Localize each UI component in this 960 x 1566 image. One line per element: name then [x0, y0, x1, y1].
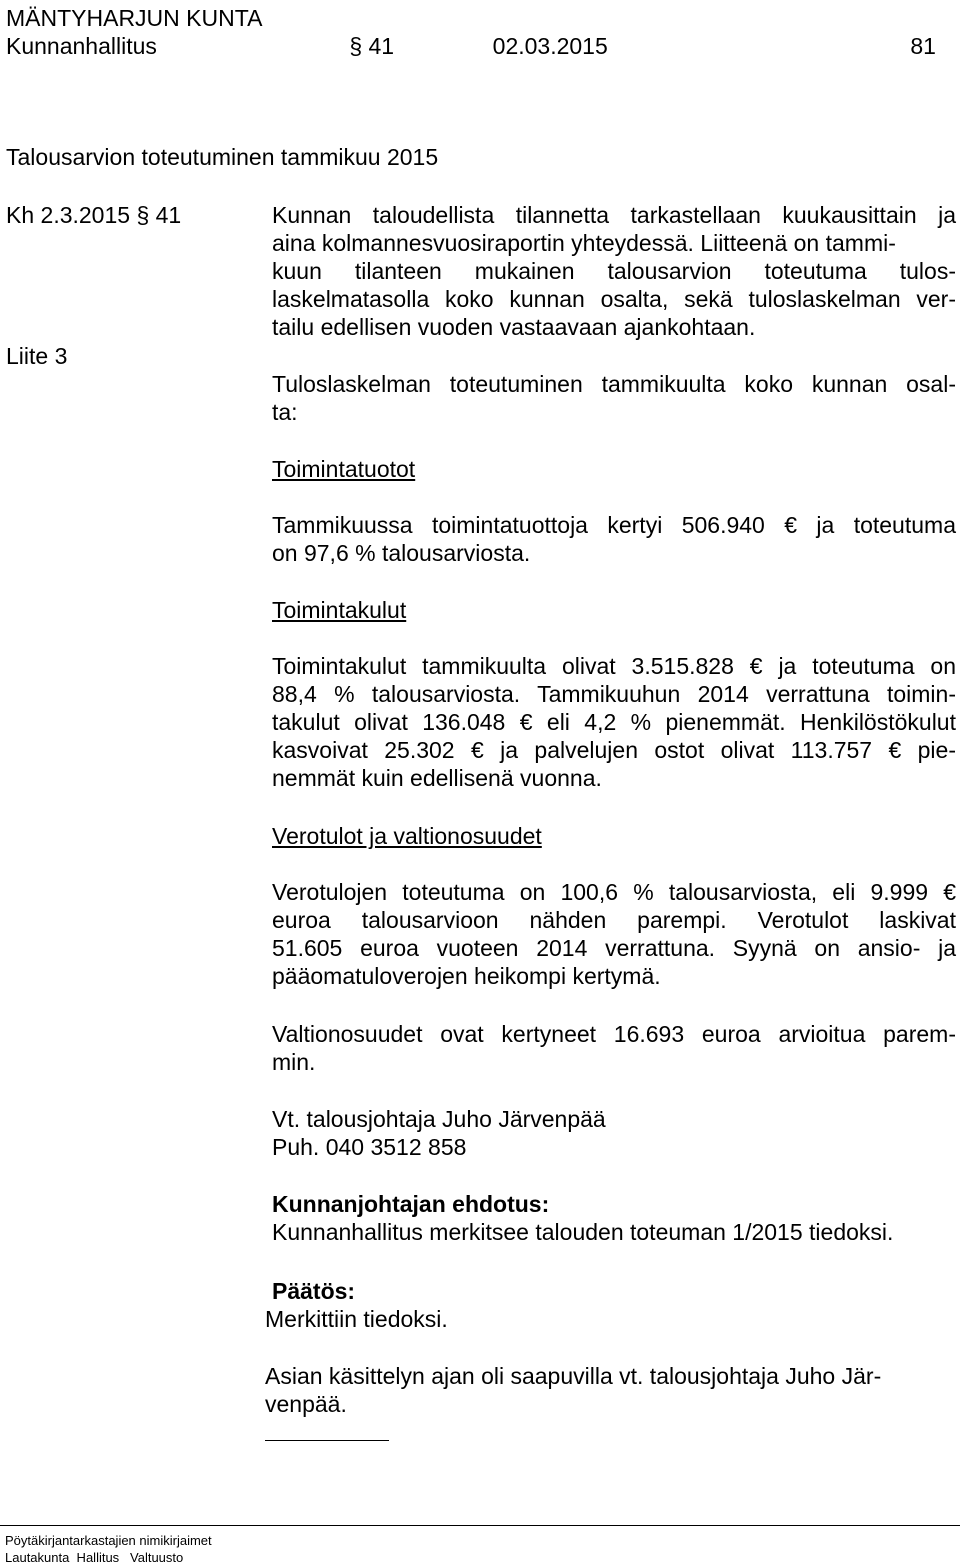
- result-intro: [272, 370, 956, 426]
- tax-line: Verotulojen toteutuma on 100,6 % talousarviosta, eli 9.999 €: [272, 879, 956, 905]
- proposal-text: Kunnanhallitus merkitsee talouden toteuman 1/2015 tiedoksi.: [272, 1219, 894, 1245]
- proposal-heading: Kunnanjohtajan ehdotus:: [272, 1191, 550, 1217]
- costs-line: Toimintakulut tammikuulta olivat 3.515.828 € ja toteutuma on: [272, 653, 956, 679]
- state-line: min.: [272, 1049, 316, 1075]
- income-paragraph: [272, 511, 956, 567]
- footer-columns: Lautakunta Hallitus Valtuusto: [5, 1550, 184, 1565]
- intro-paragraph: [272, 201, 956, 341]
- tax-line: pääomatuloverojen heikompi kertymä.: [272, 963, 661, 989]
- decision-heading: Päätös:: [272, 1278, 356, 1304]
- costs-line: 88,4 % talousarviosta. Tammikuuhun 2014 verrattuna toimin-: [272, 681, 956, 707]
- section-number: § 41: [349, 33, 395, 59]
- intro-line: tailu edellisen vuoden vastaavaan ajankohtaan.: [272, 314, 756, 340]
- intro-line: Kunnan taloudellista tilannetta tarkastellaan kuukausittain ja: [272, 202, 956, 228]
- decision-note: [265, 1362, 955, 1418]
- signature-rule: [265, 1440, 389, 1441]
- costs-line: kasvoivat 25.302 € ja palvelujen ostot olivat 113.757 € pie-: [272, 737, 956, 763]
- result-line: ta:: [272, 399, 298, 425]
- page-number: 81: [910, 33, 936, 59]
- tax-heading: Verotulot ja valtionosuudet: [272, 823, 542, 849]
- attachment-label: Liite 3: [6, 343, 68, 369]
- board-name: Kunnanhallitus: [6, 33, 157, 59]
- decision-text: Merkittiin tiedoksi.: [265, 1306, 448, 1332]
- tax-line: euroa talousarvioon nähden parempi. Verotulot laskivat: [272, 907, 956, 933]
- footer-label: Pöytäkirjantarkastajien nimikirjaimet: [5, 1533, 212, 1548]
- meeting-date: 02.03.2015: [492, 33, 608, 59]
- result-line: Tuloslaskelman toteutuminen tammikuulta koko kunnan osal-: [272, 371, 956, 397]
- state-line: Valtionosuudet ovat kertyneet 16.693 euroa arvioitua parem-: [272, 1021, 956, 1047]
- decision-note-line: Asian käsittelyn ajan oli saapuvilla vt. talousjohtaja Juho Jär-: [265, 1363, 882, 1389]
- costs-heading: Toimintakulut: [272, 597, 407, 623]
- state-paragraph: [272, 1020, 956, 1076]
- contact-block: [272, 1105, 956, 1161]
- tax-paragraph: [272, 878, 956, 990]
- intro-line: kuun tilanteen mukainen talousarvion toteutuma tulos-: [272, 258, 956, 284]
- costs-paragraph: [272, 652, 956, 792]
- tax-line: 51.605 euroa vuoteen 2014 verrattuna. Syynä on ansio- ja: [272, 935, 956, 961]
- footer-divider: [0, 1525, 960, 1526]
- costs-line: takulut olivat 136.048 € eli 4,2 % pienemmät. Henkilöstökulut: [272, 709, 956, 735]
- intro-line: laskelmatasolla koko kunnan osalta, sekä tuloslaskelman ver-: [272, 286, 956, 312]
- income-heading: Toimintatuotot: [272, 456, 416, 482]
- header-row: [6, 32, 936, 60]
- intro-line: aina kolmannesvuosiraportin yhteydessä. Liitteenä on tammi-: [272, 230, 896, 256]
- income-line: Tammikuussa toimintatuottoja kertyi 506.940 € ja toteutuma: [272, 512, 956, 538]
- contact-phone: Puh. 040 3512 858: [272, 1134, 467, 1160]
- costs-line: nemmät kuin edellisenä vuonna.: [272, 765, 602, 791]
- margin-reference: Kh 2.3.2015 § 41: [6, 202, 182, 228]
- contact-name: Vt. talousjohtaja Juho Järvenpää: [272, 1106, 606, 1132]
- income-line: on 97,6 % talousarviosta.: [272, 540, 531, 566]
- decision-note-line: venpää.: [265, 1391, 347, 1417]
- municipality-name: MÄNTYHARJUN KUNTA: [6, 5, 263, 31]
- document-title: Talousarvion toteutuminen tammikuu 2015: [6, 144, 439, 170]
